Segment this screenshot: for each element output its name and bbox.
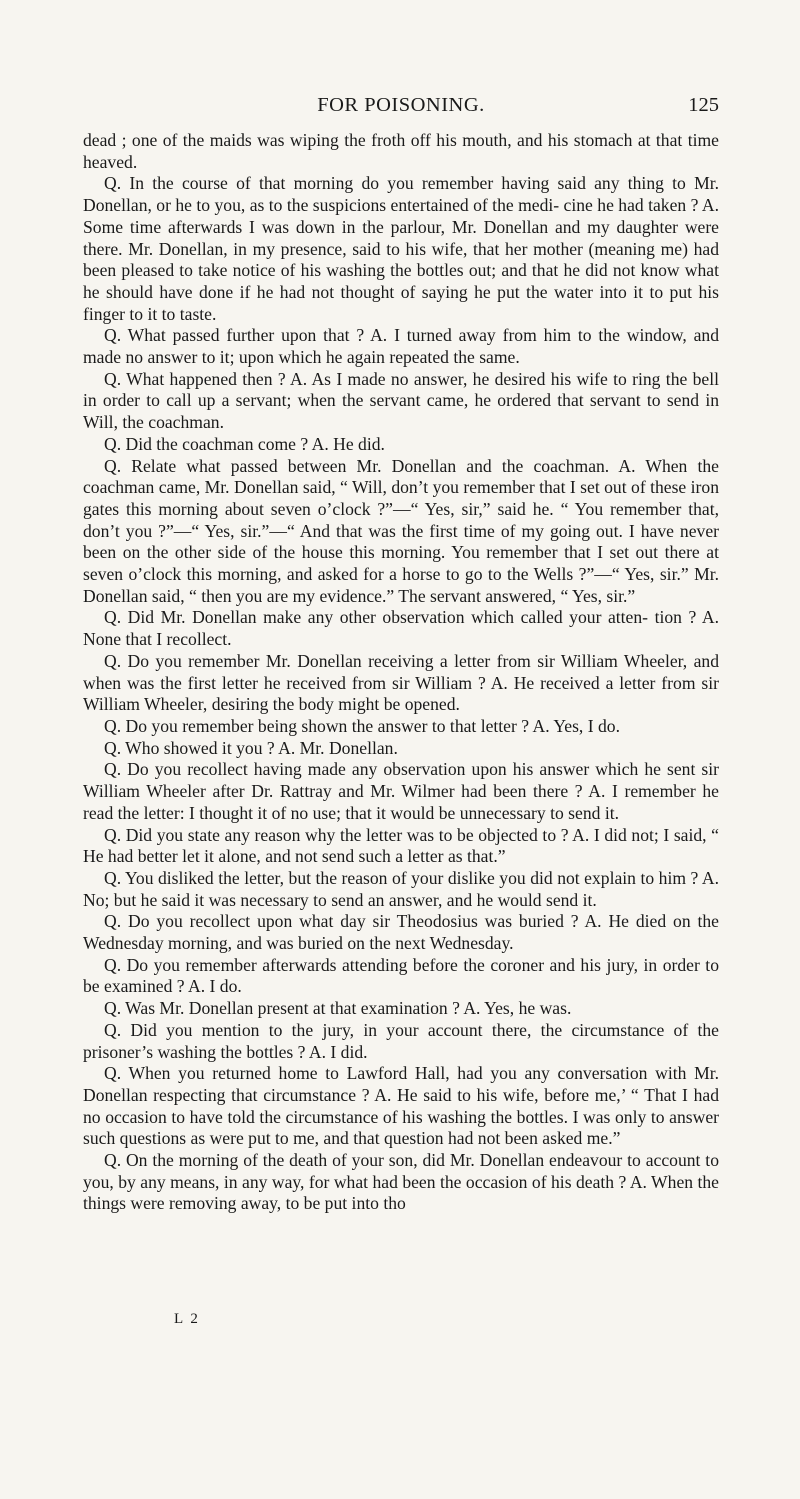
paragraph: Q. Do you remember being shown the answer to that letter ? A. Yes, I do. (104, 715, 620, 736)
paragraph: Q. Relate what passed between Mr. Donellan and the coachman. A. When the coachman came, Mr. Donellan said, “ Will, don’t you remember that I set out of these iron gates this morning about seven o’clock ?”—“ Yes, sir,” said he. “ You remember that, don’t you ?”—“ Yes, sir.”—“ And that was the first time of my going out. I have never been on the other side of the house this morning. You remember that I set out there at seven o’clock this morning, and asked for a horse to go to the Wells ?”—“ Yes, sir.” Mr. Donellan said, “ then you are my evidence.” The servant answered, “ Yes, sir.” (83, 455, 719, 606)
paragraph: Q. You disliked the letter, but the reason of your dislike you did not explain to him ? A. No; but he said it was necessary to send an answer, and he would send it. (83, 867, 719, 910)
paragraph: Q. Do you remember Mr. Donellan receiving a letter from sir William Wheeler, and when was the first letter he received from sir William ? A. He received a letter from sir William Wheeler, desiring the body might be opened. (83, 650, 719, 715)
paragraph: Q. Was Mr. Donellan present at that examination ? A. Yes, he was. (104, 998, 572, 1019)
body-text (83, 130, 719, 1215)
paragraph: Q. Who showed it you ? A. Mr. Donellan. (104, 737, 398, 758)
paragraph: Q. In the course of that morning do you remember having said any thing to Mr. Donellan, or he to you, as to the suspicions entertained of the medi- cine he had taken ? A. Some time afterwards I was down in the parlour, Mr. Donellan and my daughter were there. Mr. Donellan, in my presence, said to his wife, that her mother (meaning me) had been pleased to take notice of his washing the bottles out; and that he did not know what he should have done if he had not thought of saying he put the water into it to put his finger to it to taste. (83, 173, 719, 324)
paragraph: Q. Do you recollect upon what day sir Theodosius was buried ? A. He died on the Wednesday morning, and was buried on the next Wednesday. (83, 911, 719, 954)
paragraph: Q. What passed further upon that ? A. I turned away from him to the window, and made no answer to it; upon which he again repeated the same. (83, 325, 719, 368)
paragraph: Q. What happened then ? A. As I made no answer, he desired his wife to ring the bell in order to call up a servant; when the servant came, he ordered that servant to send in Will, the coachman. (83, 368, 719, 433)
paragraph: Q. When you returned home to Lawford Hall, had you any conversation with Mr. Donellan respecting that circumstance ? A. He said to his wife, before me,’ “ That I had no occasion to have told the circumstance of his washing the bottles. I was only to answer such questions as were put to me, and that question had not been asked me.” (83, 1063, 719, 1149)
page-number: 125 (688, 94, 719, 116)
paragraph: dead ; one of the maids was wiping the froth off his mouth, and his stomach at that time heaved. (83, 130, 719, 172)
paragraph: Q. Did Mr. Donellan make any other observation which called your atten- tion ? A. None that I recollect. (83, 607, 719, 650)
paragraph: Q. Did you state any reason why the letter was to be objected to ? A. I did not; I said, “ He had better let it alone, and not send such a letter as that.” (83, 824, 719, 867)
paragraph: Q. Did you mention to the jury, in your account there, the circumstance of the prisoner’s washing the bottles ? A. I did. (83, 1019, 719, 1062)
paragraph: Q. Do you remember afterwards attending before the coroner and his jury, in order to be examined ? A. I do. (83, 954, 719, 997)
page-header (83, 94, 719, 122)
paragraph: Q. Did the coachman come ? A. He did. (104, 433, 385, 454)
running-head: FOR POISONING. (317, 94, 485, 116)
signature-mark: L 2 (174, 1311, 200, 1327)
paragraph: Q. On the morning of the death of your son, did Mr. Donellan endeavour to account to you, by any means, in any way, for what had been the occasion of his death ? A. When the things were removing away, to be put into tho (83, 1150, 719, 1214)
paragraph: Q. Do you recollect having made any observation upon his answer which he sent sir William Wheeler after Dr. Rattray and Mr. Wilmer had been there ? A. I remember he read the letter: I thought it of no use; that it would be unnecessary to send it. (83, 759, 719, 823)
